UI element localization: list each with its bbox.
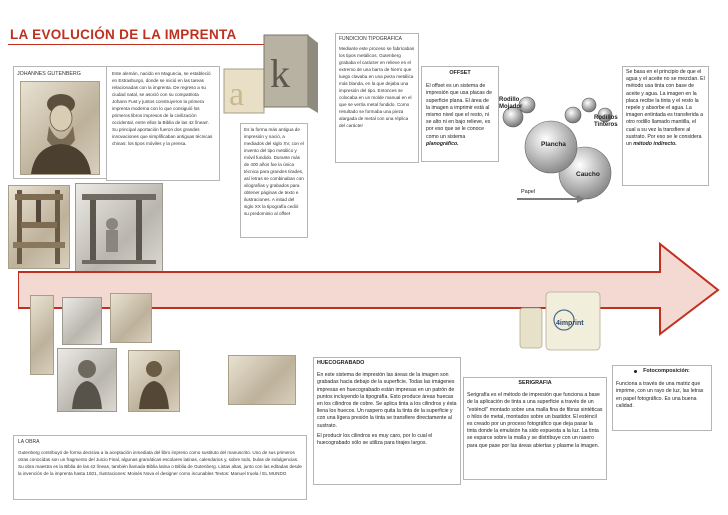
offset-emph: planográfico. bbox=[426, 140, 459, 147]
huecograbado-box bbox=[313, 357, 461, 485]
fotocomposicion-box bbox=[612, 365, 712, 431]
fotocomposicion-header: Fotocomposición: bbox=[643, 368, 690, 374]
gutenberg-bio-text: Este alemán, nacido en Maguncia, se estableció en Estrasburgo, donde se inició en las tareas relacionadas con la imprenta. De regreso a su ciudad natal, se asoció con su compatriota Johann Fust y juntos construyeron la primera imprenta moderna con lo que consiguió los primeros libros impresos de la civilización occidental, entre ellos la Biblia de las 42 líneas'. Su principal aportación fueron dos grandes innovaciones que simplificaban antiguas técnicas chinas: los tipos móviles y la prensa. bbox=[112, 71, 213, 146]
fotocomposicion-heading-row bbox=[616, 368, 708, 375]
prensa-text-box bbox=[240, 123, 308, 238]
bullet-icon bbox=[634, 370, 637, 373]
offset-text: El offset es un sistema de impresión que usa placas de superficie plana. El área de la imagen a imprimir está al mismo nivel que el resto, ni se alto ni en bajo relieve, es por eso que se le conoce como un sistema bbox=[426, 83, 493, 140]
rodillos-tinteros-label: Rodillos Tinteros bbox=[594, 115, 618, 128]
photo-4imprint-label: 4imprint bbox=[556, 320, 584, 327]
plancha-label: Plancha bbox=[541, 141, 566, 148]
fundicion-text: Mediante este proceso se fabricaban los tipos metálicos. Gutenberg grababa el carácter en relieve en el extremo de una barra de hierro que luego clavaba en una pieza metálica más blanda, en la que dejaba una impresión del tipo. Entonces se colocaba en un molde manual en el que se vertía metal fundido. Como resultado se formaba una pieza alargada de metal con una réplica del carácter bbox=[339, 46, 415, 128]
manuscript-image-4 bbox=[57, 348, 117, 412]
gutenberg-bio-box bbox=[106, 66, 220, 181]
serigrafia-text: Serigrafía es el método de impresión que funciona a base de la aplicación de tinta a una superficie a través de un "esténcil" montado sobre una malla fina de fibras sintéticas o hilos de metal, montados sobre un bastidor. El esténcil es creado por un proceso fotográfico que deja pasar la tinta donde la emulsión ha sido expuesta a la luz. La tinta se esparce sobre la malla y se distribuye con un rasero para que pase por las áreas abiertas y plasme la imagen. bbox=[467, 392, 603, 449]
manuscript-image-5 bbox=[128, 350, 180, 412]
obra-header: LA OBRA bbox=[18, 439, 40, 445]
prensa-text: Es la forma más antigua de impresión y nació, a mediados del siglo XV, con el invento del tipo metálico y móvil fundido. Durante más de 400 años fue la única técnica para grandes tirades, así letras se combinaban con xilografías y grabados para obtener páginas de texto e ilustraciones. A initad del siglo XX la tipografía cedió su predominio al offset bbox=[244, 127, 304, 216]
type-blocks-image bbox=[222, 29, 322, 117]
huecograbado-text-1: En este sistema de impresión las áreas de la imagen son grabadas hacia debajo de la superficie. Todas las imágenes impresas en huecograbado están impresas en un patrón de puntos incluyendo la tipografía. Esto produce áreas huecas en los cilindros de cobre. Se aplica tinta a los cilindros y ésta llena los huecos. Un raspero quita la tinta de la superficie y con una lígera presión la tinta se transfiere directamente al sustrato. bbox=[317, 372, 457, 429]
manuscript-image-1 bbox=[30, 295, 54, 375]
gutenberg-name: JOHANNES GUTENBERG bbox=[17, 71, 81, 77]
offset-right-text: Se basa en el principio de que el agua y el aceite no se mezclan. El método usa tinta con base de aceite y agua. La imagen en la placa recibe la tinta y el resto la repele y absorbe el agua. La imagen entintada es transferida a otro rodillo llamado mantilla, el cual a su vez la transfiere al sustrato. Por eso se le considera un bbox=[626, 69, 705, 148]
gutenberg-portrait-image bbox=[20, 81, 100, 175]
obra-box bbox=[13, 435, 307, 500]
obra-text: Gutenberg contribuyó de forma decisiva a la aceptación inmediata del libro impreso como sustituto del manuscrito. Uno de sus primeros otras conocidas son un fragmento del Juicio Final, algunas gramáticas escolares latinas, calendarios y, sobre todo, bulas de indulgencias. Su obra maestra es la Biblia de las 42 líneas, también llamada Biblia latina o Biblia de Gutenberg. Listas altas, junto con las editadas desde la invención de la imprenta hasta 1501, Ilustraciones: Moisés Nova el designer como incunables Textos: Manuel Iruela / EL MUNDO bbox=[18, 450, 302, 476]
manuscript-image-6 bbox=[228, 355, 296, 405]
fundicion-box bbox=[335, 33, 419, 163]
gutenberg-portrait-box bbox=[13, 66, 107, 179]
rodillo-mojador-label: Rodillo Mojador bbox=[499, 97, 523, 110]
huecograbado-header: HUECOGRABADO bbox=[317, 360, 365, 366]
svg-text:a: a bbox=[229, 76, 245, 113]
serigrafia-box bbox=[463, 377, 607, 480]
page-title: LA EVOLUCIÓN DE LA IMPRENTA bbox=[10, 27, 237, 42]
offset-header: OFFSET bbox=[449, 70, 471, 76]
serigrafia-header: SERIGRAFIA bbox=[518, 380, 552, 386]
caucho-label: Caucho bbox=[576, 171, 600, 178]
offset-right-box bbox=[622, 66, 709, 186]
fundicion-header: FUNDICION TIPOGRAFICA bbox=[339, 36, 402, 42]
fotocomposicion-text: Funciona a través de una matriz que imprime, con un rayo de luz, las letras en papel fotográfico. Es una buena calidad. bbox=[616, 381, 704, 409]
photo-4imprint bbox=[516, 286, 606, 356]
svg-text:k: k bbox=[270, 51, 290, 96]
offset-diagram bbox=[497, 95, 625, 205]
huecograbado-text-2: El producir los cilindros es muy caro, por lo cual el huecograbado sólo se utiliza para tirajes largos. bbox=[317, 432, 433, 447]
papel-label: Papel bbox=[521, 189, 536, 195]
manuscript-image-2 bbox=[62, 297, 102, 345]
offset-box bbox=[421, 66, 499, 162]
offset-right-emph: método indirecto. bbox=[633, 141, 677, 148]
manuscript-image-3 bbox=[110, 293, 152, 343]
